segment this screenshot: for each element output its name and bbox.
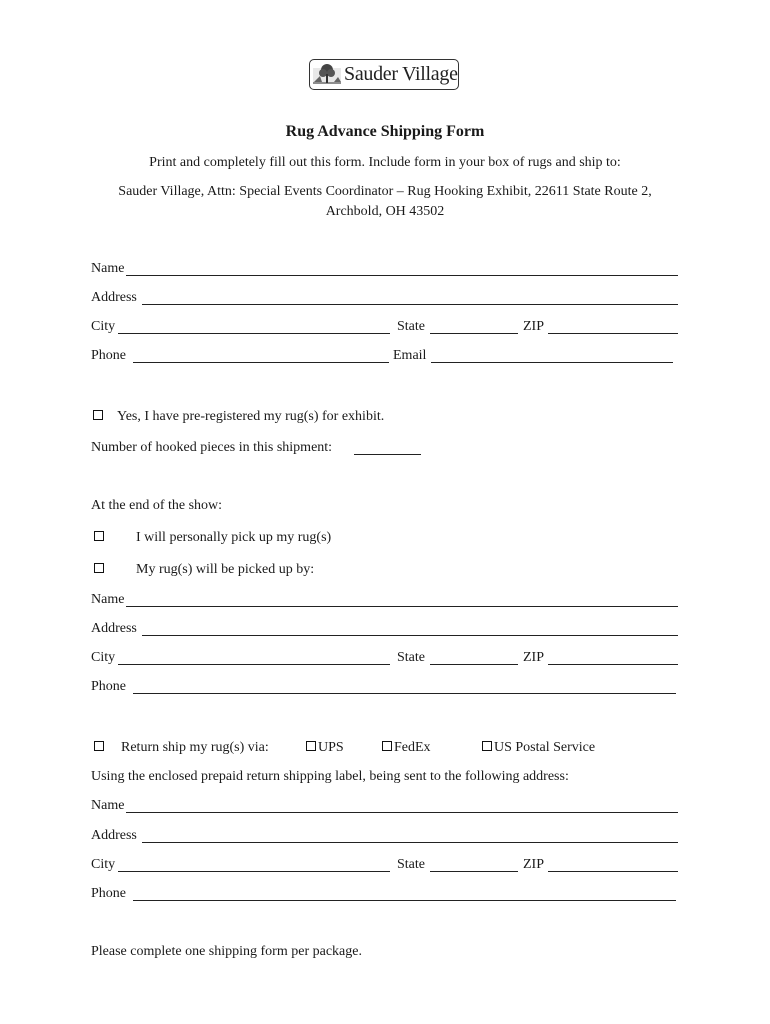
- num-pieces-field[interactable]: [354, 454, 421, 455]
- city-label: City: [91, 650, 116, 665]
- phone-label: Phone: [91, 886, 126, 901]
- ship-to-address-line2: Archbold, OH 43502: [325, 204, 445, 219]
- city-field[interactable]: [118, 333, 390, 334]
- pickup-by-label: My rug(s) will be picked up by:: [136, 562, 315, 577]
- city-label: City: [91, 857, 116, 872]
- pickup-by-checkbox[interactable]: [94, 563, 104, 573]
- phone-label: Phone: [91, 348, 126, 363]
- form-intro: Print and completely fill out this form. Include form in your box of rugs and ship to:: [149, 155, 621, 170]
- logo-text: Sauder Village: [344, 63, 458, 85]
- fedex-checkbox[interactable]: [382, 741, 392, 751]
- zip-label: ZIP: [523, 319, 544, 334]
- usps-checkbox[interactable]: [482, 741, 492, 751]
- ups-checkbox[interactable]: [306, 741, 316, 751]
- return-ship-note: Using the enclosed prepaid return shipping label, being sent to the following address:: [91, 769, 569, 784]
- name-field[interactable]: [126, 275, 678, 276]
- sauder-village-logo: [309, 59, 459, 90]
- zip-label: ZIP: [523, 650, 544, 665]
- pickup-zip-field[interactable]: [548, 664, 678, 665]
- state-label: State: [397, 857, 425, 872]
- end-of-show-heading: At the end of the show:: [91, 498, 223, 513]
- name-label: Name: [91, 261, 125, 276]
- return-ship-label: Return ship my rug(s) via:: [121, 740, 269, 755]
- pickup-personal-label: I will personally pick up my rug(s): [136, 530, 332, 545]
- pickup-city-field[interactable]: [118, 664, 390, 665]
- return-zip-field[interactable]: [548, 871, 678, 872]
- num-pieces-label: Number of hooked pieces in this shipment:: [91, 440, 333, 455]
- pickup-state-field[interactable]: [430, 664, 518, 665]
- pickup-name-field[interactable]: [126, 606, 678, 607]
- return-ship-checkbox[interactable]: [94, 741, 104, 751]
- email-label: Email: [393, 348, 427, 363]
- preregistered-label: Yes, I have pre-registered my rug(s) for exhibit.: [117, 409, 385, 424]
- pickup-personal-checkbox[interactable]: [94, 531, 104, 541]
- zip-label: ZIP: [523, 857, 544, 872]
- preregistered-checkbox[interactable]: [93, 410, 103, 420]
- state-field[interactable]: [430, 333, 518, 334]
- pickup-phone-field[interactable]: [133, 693, 676, 694]
- ship-to-address-line1: Sauder Village, Attn: Special Events Coordinator – Rug Hooking Exhibit, 22611 State Route 2,: [118, 184, 652, 199]
- form-title: Rug Advance Shipping Form: [285, 123, 485, 140]
- return-state-field[interactable]: [430, 871, 518, 872]
- return-address-field[interactable]: [142, 842, 678, 843]
- ups-label: UPS: [318, 740, 344, 755]
- return-name-field[interactable]: [126, 812, 678, 813]
- fedex-label: FedEx: [394, 740, 431, 755]
- name-label: Name: [91, 592, 125, 607]
- phone-label: Phone: [91, 679, 126, 694]
- return-city-field[interactable]: [118, 871, 390, 872]
- address-label: Address: [91, 290, 137, 305]
- usps-label: US Postal Service: [494, 740, 596, 755]
- return-phone-field[interactable]: [133, 900, 676, 901]
- address-field[interactable]: [142, 304, 678, 305]
- address-label: Address: [91, 828, 137, 843]
- email-field[interactable]: [431, 362, 673, 363]
- name-label: Name: [91, 798, 125, 813]
- state-label: State: [397, 650, 425, 665]
- pickup-address-field[interactable]: [142, 635, 678, 636]
- zip-field[interactable]: [548, 333, 678, 334]
- phone-field[interactable]: [133, 362, 389, 363]
- tree-emblem-icon: [312, 60, 342, 89]
- state-label: State: [397, 319, 425, 334]
- city-label: City: [91, 319, 116, 334]
- address-label: Address: [91, 621, 137, 636]
- footer-note: Please complete one shipping form per package.: [91, 944, 362, 959]
